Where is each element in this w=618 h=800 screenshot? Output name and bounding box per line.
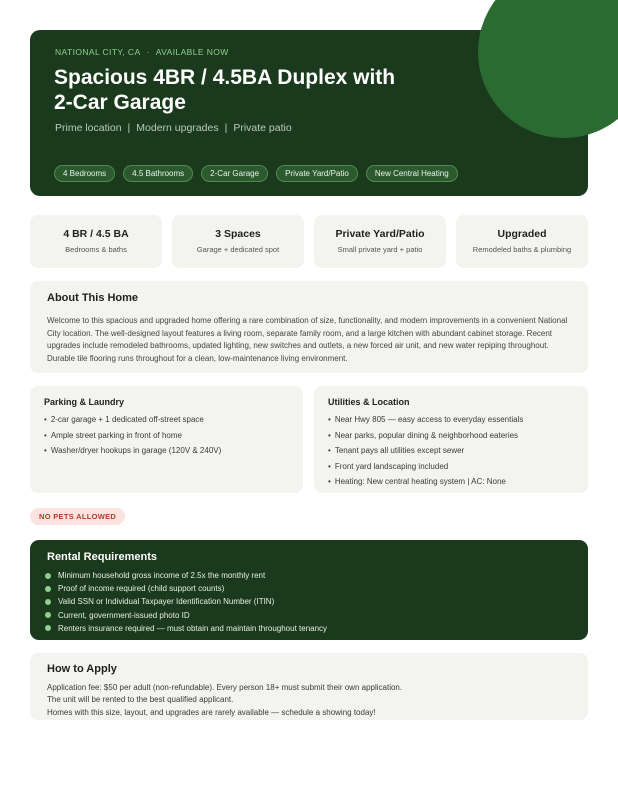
list-item: • 2-car garage + 1 dedicated off-street space (44, 412, 289, 428)
requirement-text: Valid SSN or Individual Taxpayer Identification Number (ITIN) (58, 597, 275, 607)
stat-subtitle: Bedrooms & baths (65, 245, 127, 254)
stat-card-upgrades (456, 215, 588, 268)
listing-title: Spacious 4BR / 4.5BA Duplex with 2-Car Garage (54, 66, 396, 114)
chip-garage: 2-Car Garage (201, 165, 268, 182)
list-item: • Washer/dryer hookups in garage (120V & 240V) (44, 443, 289, 459)
list-item (47, 609, 571, 622)
list-item: • Near Hwy 805 — easy access to everyday essentials (328, 412, 574, 428)
stat-title: 3 Spaces (215, 228, 261, 240)
highlight-separator: | (224, 122, 228, 134)
bullet-dot-icon (45, 625, 51, 631)
stat-title: Upgraded (497, 228, 547, 240)
parking-laundry-card (30, 386, 303, 493)
bullet-dot-icon (45, 573, 51, 579)
list-item: • Ample street parking in front of home (44, 428, 289, 444)
availability-label: AVAILABLE NOW (155, 47, 229, 57)
about-heading: About This Home (47, 292, 139, 304)
requirement-text: Proof of income required (child support counts) (58, 584, 225, 594)
location-label: NATIONAL CITY, CA (55, 47, 141, 57)
stats-row (30, 215, 588, 268)
list-item (47, 582, 571, 595)
bullet-dot-icon (45, 586, 51, 592)
requirements-list (47, 569, 571, 635)
stat-subtitle: Remodeled baths & plumbing (472, 245, 572, 254)
utilities-heading: Utilities & Location (328, 397, 410, 407)
apply-cta-line: Homes with this size, layout, and upgrades are rarely available — schedule a showing today! (47, 707, 376, 717)
requirements-heading: Rental Requirements (47, 551, 158, 563)
utilities-location-card (314, 386, 588, 493)
list-item: • Near parks, popular dining & neighborhood eateries (328, 428, 574, 444)
about-body: Welcome to this spacious and upgraded home offering a rare combination of size, functionality, and modern improvements in a convenient National City location. The well-designed layout features a living room, separate family room, and a large kitchen with abundant cabinet storage. Recent upgrades include remodeled bathrooms, updated lighting, new switches and outlets, a new forced air unit, and new water repiping throughout. Durable tile flooring runs throughout for a clean, low-maintenance living environment. (47, 316, 568, 363)
chip-bathrooms: 4.5 Bathrooms (123, 165, 193, 182)
about-section (30, 281, 588, 373)
parking-heading: Parking & Laundry (44, 397, 125, 407)
stat-title: Private Yard/Patio (335, 228, 425, 240)
bullet-dot-icon (45, 599, 51, 605)
stat-subtitle: Garage + dedicated spot (196, 245, 280, 254)
no-pets-badge: NO PETS ALLOWED (30, 508, 125, 525)
utilities-list (328, 412, 574, 490)
stat-card-parking (172, 215, 304, 268)
requirement-text: Renters insurance required — must obtain and maintain throughout tenancy (58, 623, 328, 633)
highlight-upgrades: Modern upgrades (136, 122, 219, 134)
list-item (47, 569, 571, 582)
requirement-text: Current, government-issued photo ID (58, 610, 190, 620)
highlight-separator: | (127, 122, 131, 134)
rental-requirements-section (30, 540, 588, 640)
chip-bedrooms: 4 Bedrooms (54, 165, 115, 182)
apply-selection-line: The unit will be rented to the best qualified applicant. (47, 695, 234, 705)
list-item: • Heating: New central heating system | AC: None (328, 474, 574, 490)
stat-title: 4 BR / 4.5 BA (63, 228, 129, 240)
list-item: • Tenant pays all utilities except sewer (328, 443, 574, 459)
eyebrow-separator: · (146, 47, 150, 57)
apply-fee-line: Application fee: $50 per adult (non-refundable). Every person 18+ must submit their own application. (47, 683, 403, 692)
feature-chips (54, 165, 458, 182)
stat-subtitle: Small private yard + patio (337, 245, 423, 254)
stat-card-rooms (30, 215, 162, 268)
parking-list (44, 412, 289, 459)
requirement-text: Minimum household gross income of 2.5x the monthly rent (58, 571, 266, 580)
list-item: • Front yard landscaping included (328, 459, 574, 475)
list-item (47, 622, 571, 635)
list-item (47, 595, 571, 608)
how-to-apply-section (30, 653, 588, 720)
chip-yard: Private Yard/Patio (276, 165, 358, 182)
hero-eyebrow (55, 47, 229, 57)
apply-heading: How to Apply (47, 663, 117, 675)
chip-heating: New Central Heating (366, 165, 458, 182)
bullet-dot-icon (45, 612, 51, 618)
stat-card-yard (314, 215, 446, 268)
highlight-patio: Private patio (233, 122, 292, 134)
hero-highlights (55, 122, 292, 134)
highlight-location: Prime location (55, 122, 122, 134)
